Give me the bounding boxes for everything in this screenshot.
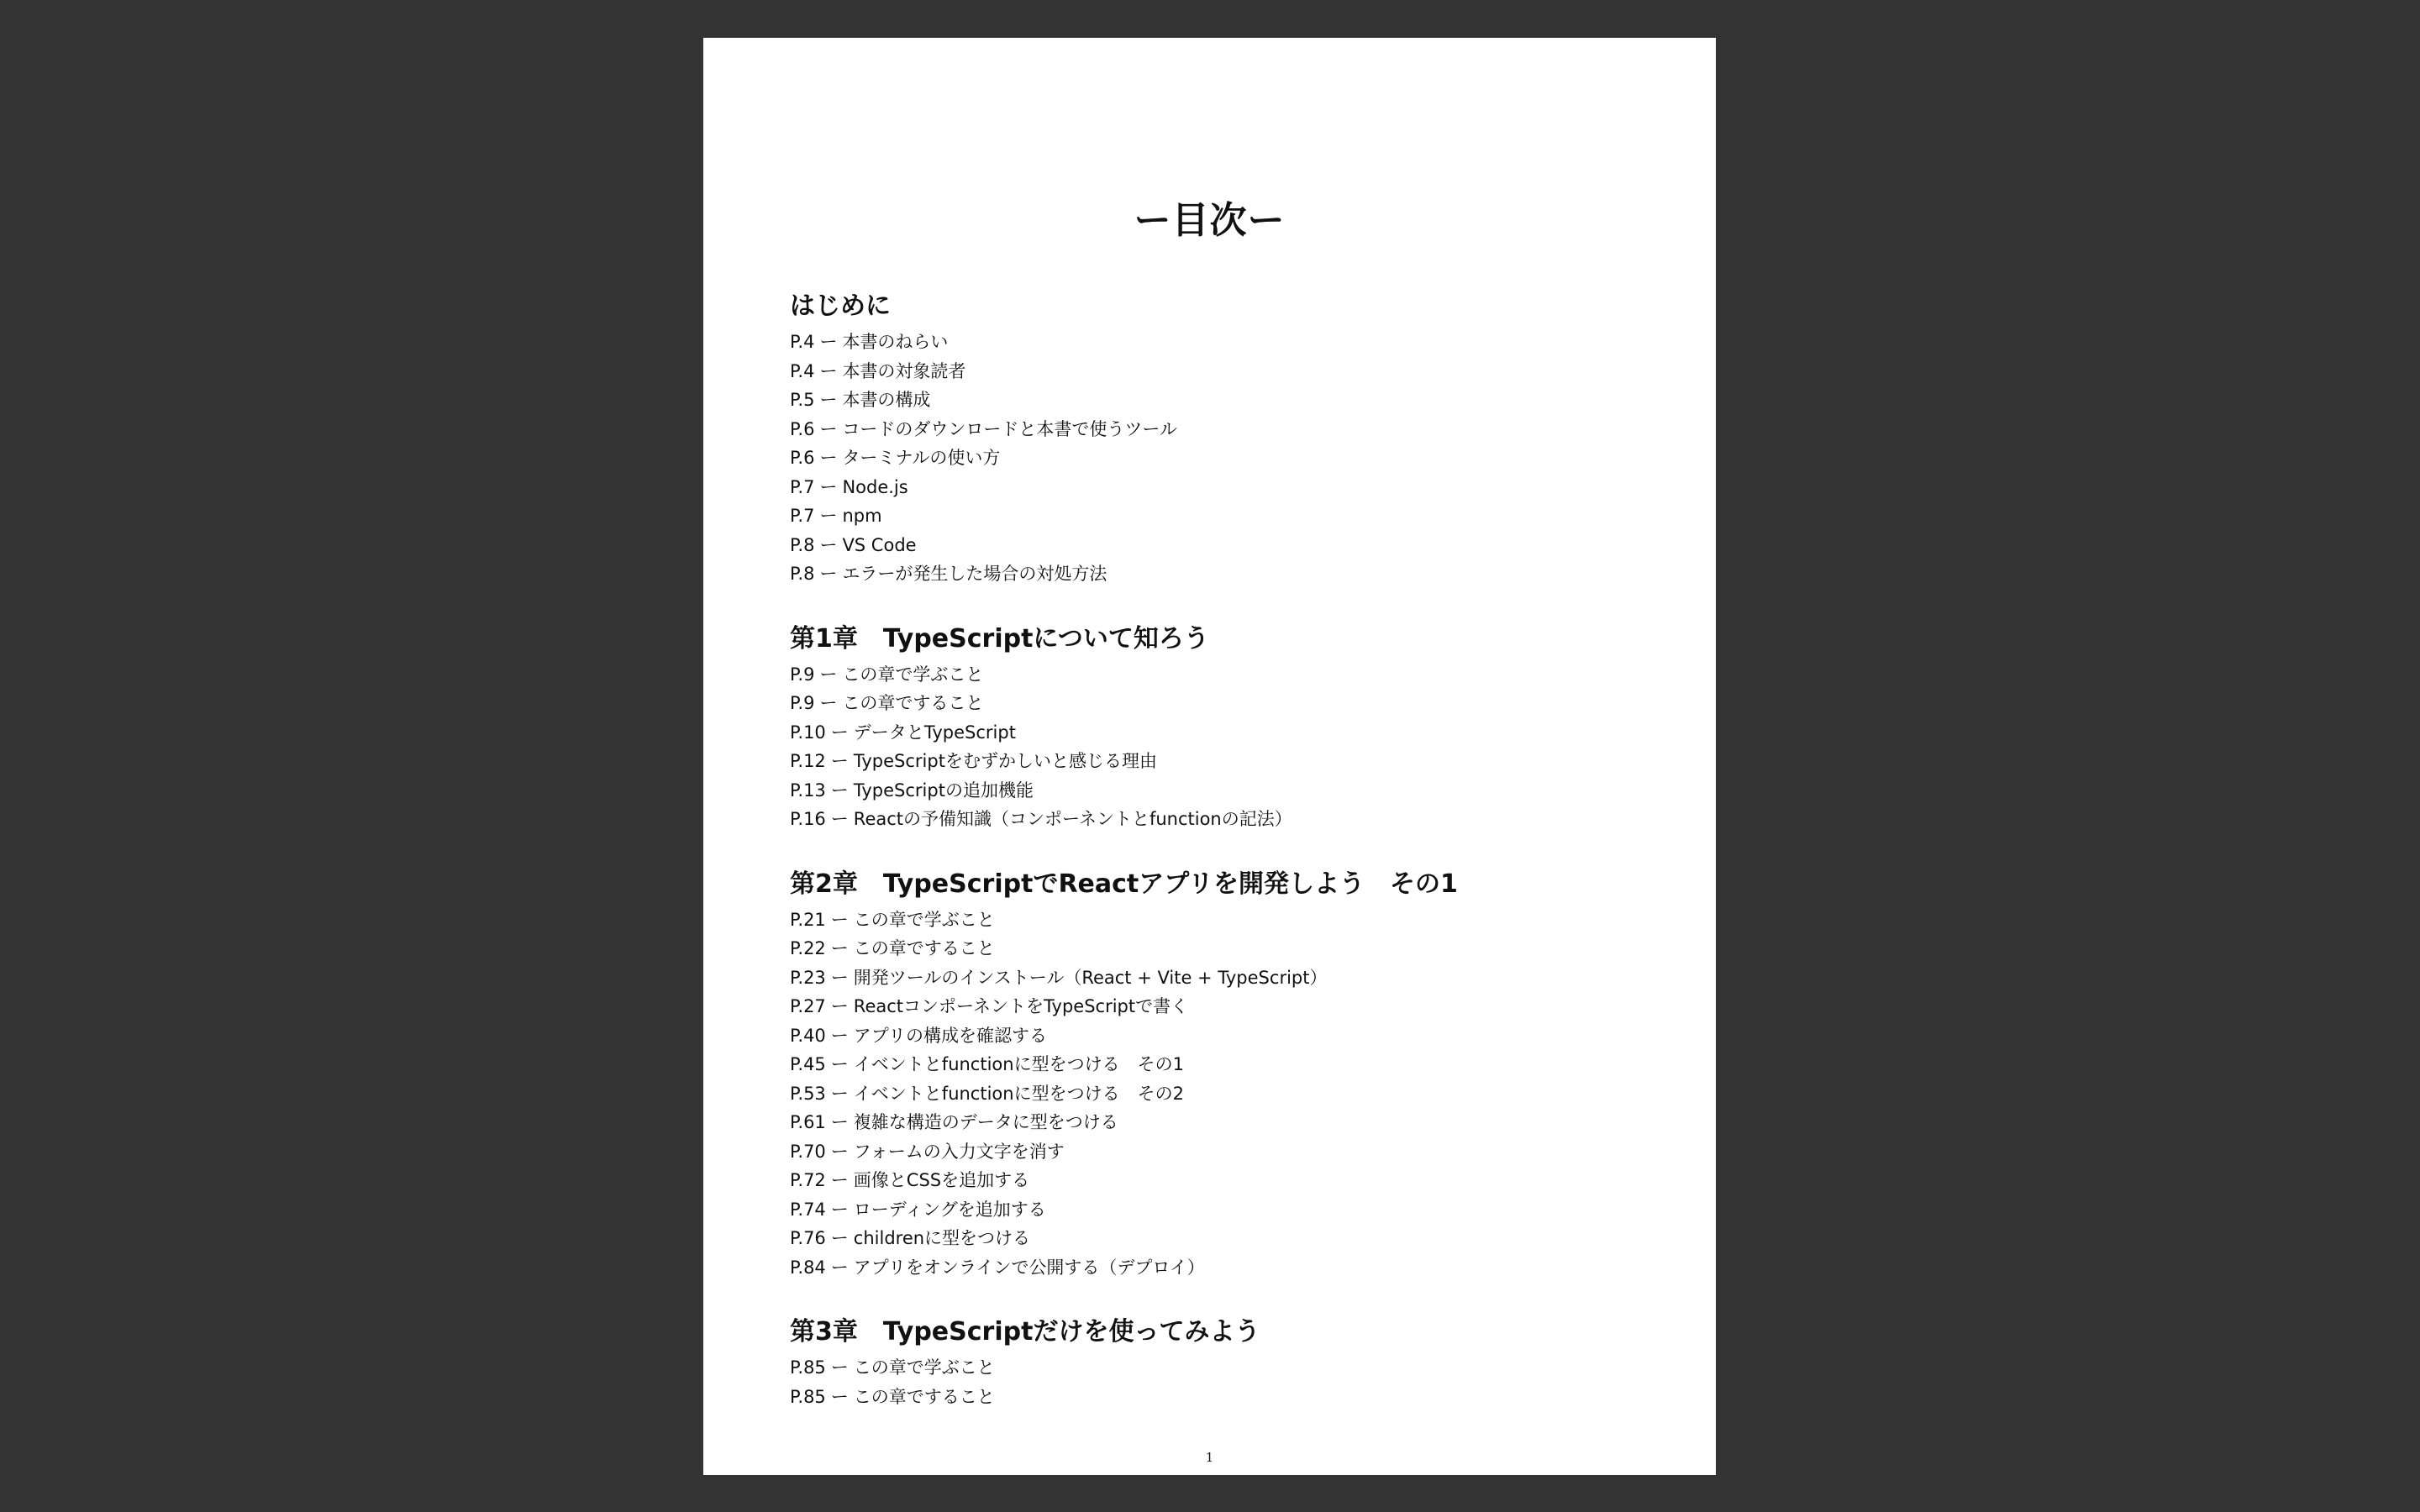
entry-dash: ー [830,1112,849,1132]
entry-dash: ー [830,722,849,743]
toc-entry [790,1253,1665,1283]
entry-page: P.27 [790,996,826,1016]
entry-page: P.7 [790,506,815,526]
toc-entry [790,776,1665,806]
toc-section-chapter-3 [790,1314,1665,1411]
entry-page: P.45 [790,1054,826,1074]
entry-dash: ー [830,938,849,958]
entry-dash: ー [830,1025,849,1046]
entry-page: P.9 [790,664,815,685]
entry-page: P.74 [790,1199,826,1220]
entry-page: P.70 [790,1141,826,1162]
entry-dash: ー [830,780,849,801]
toc-entry [790,1383,1665,1412]
entry-text: この章ですること [853,1386,995,1407]
entry-text: データとTypeScript [853,722,1016,743]
page-title: ー目次ー [1134,199,1286,242]
toc-section-chapter-2 [790,866,1665,1283]
entry-dash: ー [830,809,849,829]
toc-entry [790,1137,1665,1167]
toc-entry [790,689,1665,718]
entry-text: フォームの入力文字を消す [853,1141,1065,1162]
entry-text: ローディングを追加する [853,1199,1046,1220]
section-heading: はじめに [790,291,891,321]
entry-text: 画像とCSSを追加する [853,1170,1030,1190]
entry-text: エラーが発生した場合の対処方法 [842,564,1107,584]
entry-text: 複雑な構造のデータに型をつける [853,1112,1118,1132]
entry-dash: ー [819,360,838,381]
toc-entry [790,805,1665,834]
section-heading: 第3章 TypeScriptだけを使ってみよう [790,1317,1260,1347]
entry-dash: ー [819,534,838,555]
entry-dash: ー [830,909,849,930]
entry-text: イベントとfunctionに型をつける その2 [853,1083,1184,1104]
toc-entry [790,1079,1665,1109]
entry-page: P.23 [790,967,826,988]
entry-page: P.6 [790,448,815,468]
entry-text: 本書のねらい [842,332,949,352]
toc-entry [790,660,1665,690]
entry-page: P.53 [790,1083,826,1104]
toc-entry [790,328,1665,357]
entry-page: P.8 [790,534,815,555]
entry-dash: ー [830,1141,849,1162]
entry-dash: ー [819,664,838,685]
entry-page: P.9 [790,693,815,713]
entry-text: npm [842,506,882,526]
toc-entry [790,747,1665,776]
toc-entry [790,1050,1665,1079]
entry-dash: ー [830,996,849,1016]
entry-text: この章ですること [853,938,995,958]
toc-entry [790,934,1665,963]
entry-text: アプリをオンラインで公開する（デプロイ） [853,1257,1205,1278]
entry-dash: ー [830,1257,849,1278]
entry-text: ReactコンポーネントをTypeScriptで書く [853,996,1189,1016]
entry-dash: ー [819,476,838,497]
toc-entry [790,718,1665,748]
toc-entry [790,906,1665,935]
section-heading: 第1章 TypeScriptについて知ろう [790,623,1209,654]
entry-dash: ー [819,418,838,439]
entry-dash: ー [819,506,838,526]
entry-dash: ー [830,967,849,988]
entry-text: Reactの予備知識（コンポーネントとfunctionの記法） [853,809,1292,829]
toc-entry [790,531,1665,560]
entry-page: P.10 [790,722,826,743]
entry-page: P.21 [790,909,826,930]
entry-dash: ー [830,751,849,771]
entry-text: TypeScriptの追加機能 [853,780,1034,801]
entry-dash: ー [830,1357,849,1378]
entry-text: ターミナルの使い方 [842,448,1001,468]
entry-text: アプリの構成を確認する [853,1025,1047,1046]
toc-entry [790,1224,1665,1253]
entry-dash: ー [830,1083,849,1104]
toc-entry [790,1021,1665,1051]
entry-text: この章ですること [842,693,984,713]
entry-page: P.12 [790,751,826,771]
entry-page: P.22 [790,938,826,958]
entry-text: この章で学ぶこと [853,1357,995,1378]
entry-dash: ー [819,390,838,410]
entry-text: イベントとfunctionに型をつける その1 [853,1054,1184,1074]
entry-dash: ー [830,1228,849,1248]
toc-entry [790,559,1665,589]
page-number: 1 [1205,1450,1214,1465]
toc-entry [790,473,1665,502]
toc-entry [790,444,1665,473]
entry-page: P.8 [790,564,815,584]
entry-page: P.72 [790,1170,826,1190]
toc-entry [790,1108,1665,1137]
entry-dash: ー [830,1386,849,1407]
entry-page: P.16 [790,809,826,829]
entry-dash: ー [819,564,838,584]
entry-dash: ー [819,332,838,352]
toc-section-intro [790,288,1665,589]
entry-text: 開発ツールのインストール（React + Vite + TypeScript） [853,967,1328,988]
entry-page: P.76 [790,1228,826,1248]
toc-entry [790,1353,1665,1383]
entry-text: この章で学ぶこと [842,664,984,685]
entry-text: VS Code [842,534,917,555]
toc-entry [790,357,1665,386]
toc-entry [790,386,1665,415]
toc-entry [790,963,1665,993]
entry-text: childrenに型をつける [853,1228,1031,1248]
entry-dash: ー [830,1170,849,1190]
entry-dash: ー [819,693,838,713]
toc-section-chapter-1 [790,621,1665,834]
toc-entry [790,415,1665,444]
entry-text: 本書の構成 [842,390,931,410]
toc-entry [790,992,1665,1021]
entry-page: P.61 [790,1112,826,1132]
toc-entry [790,1195,1665,1225]
toc-entry [790,501,1665,531]
section-heading: 第2章 TypeScriptでReactアプリを開発しよう その1 [790,869,1458,899]
entry-text: TypeScriptをむずかしいと感じる理由 [853,751,1157,771]
entry-text: Node.js [842,476,908,497]
entry-dash: ー [819,448,838,468]
entry-text: 本書の対象読者 [842,360,966,381]
document-page [703,38,1716,1475]
entry-page: P.40 [790,1025,826,1046]
entry-dash: ー [830,1054,849,1074]
entry-page: P.6 [790,418,815,439]
entry-page: P.4 [790,332,815,352]
entry-page: P.7 [790,476,815,497]
entry-page: P.84 [790,1257,826,1278]
entry-page: P.4 [790,360,815,381]
entry-page: P.85 [790,1386,826,1407]
entry-page: P.85 [790,1357,826,1378]
entry-page: P.13 [790,780,826,801]
entry-dash: ー [830,1199,849,1220]
entry-text: コードのダウンロードと本書で使うツール [842,418,1178,439]
entry-page: P.5 [790,390,815,410]
table-of-contents [790,288,1665,1443]
entry-text: この章で学ぶこと [853,909,995,930]
toc-entry [790,1166,1665,1195]
